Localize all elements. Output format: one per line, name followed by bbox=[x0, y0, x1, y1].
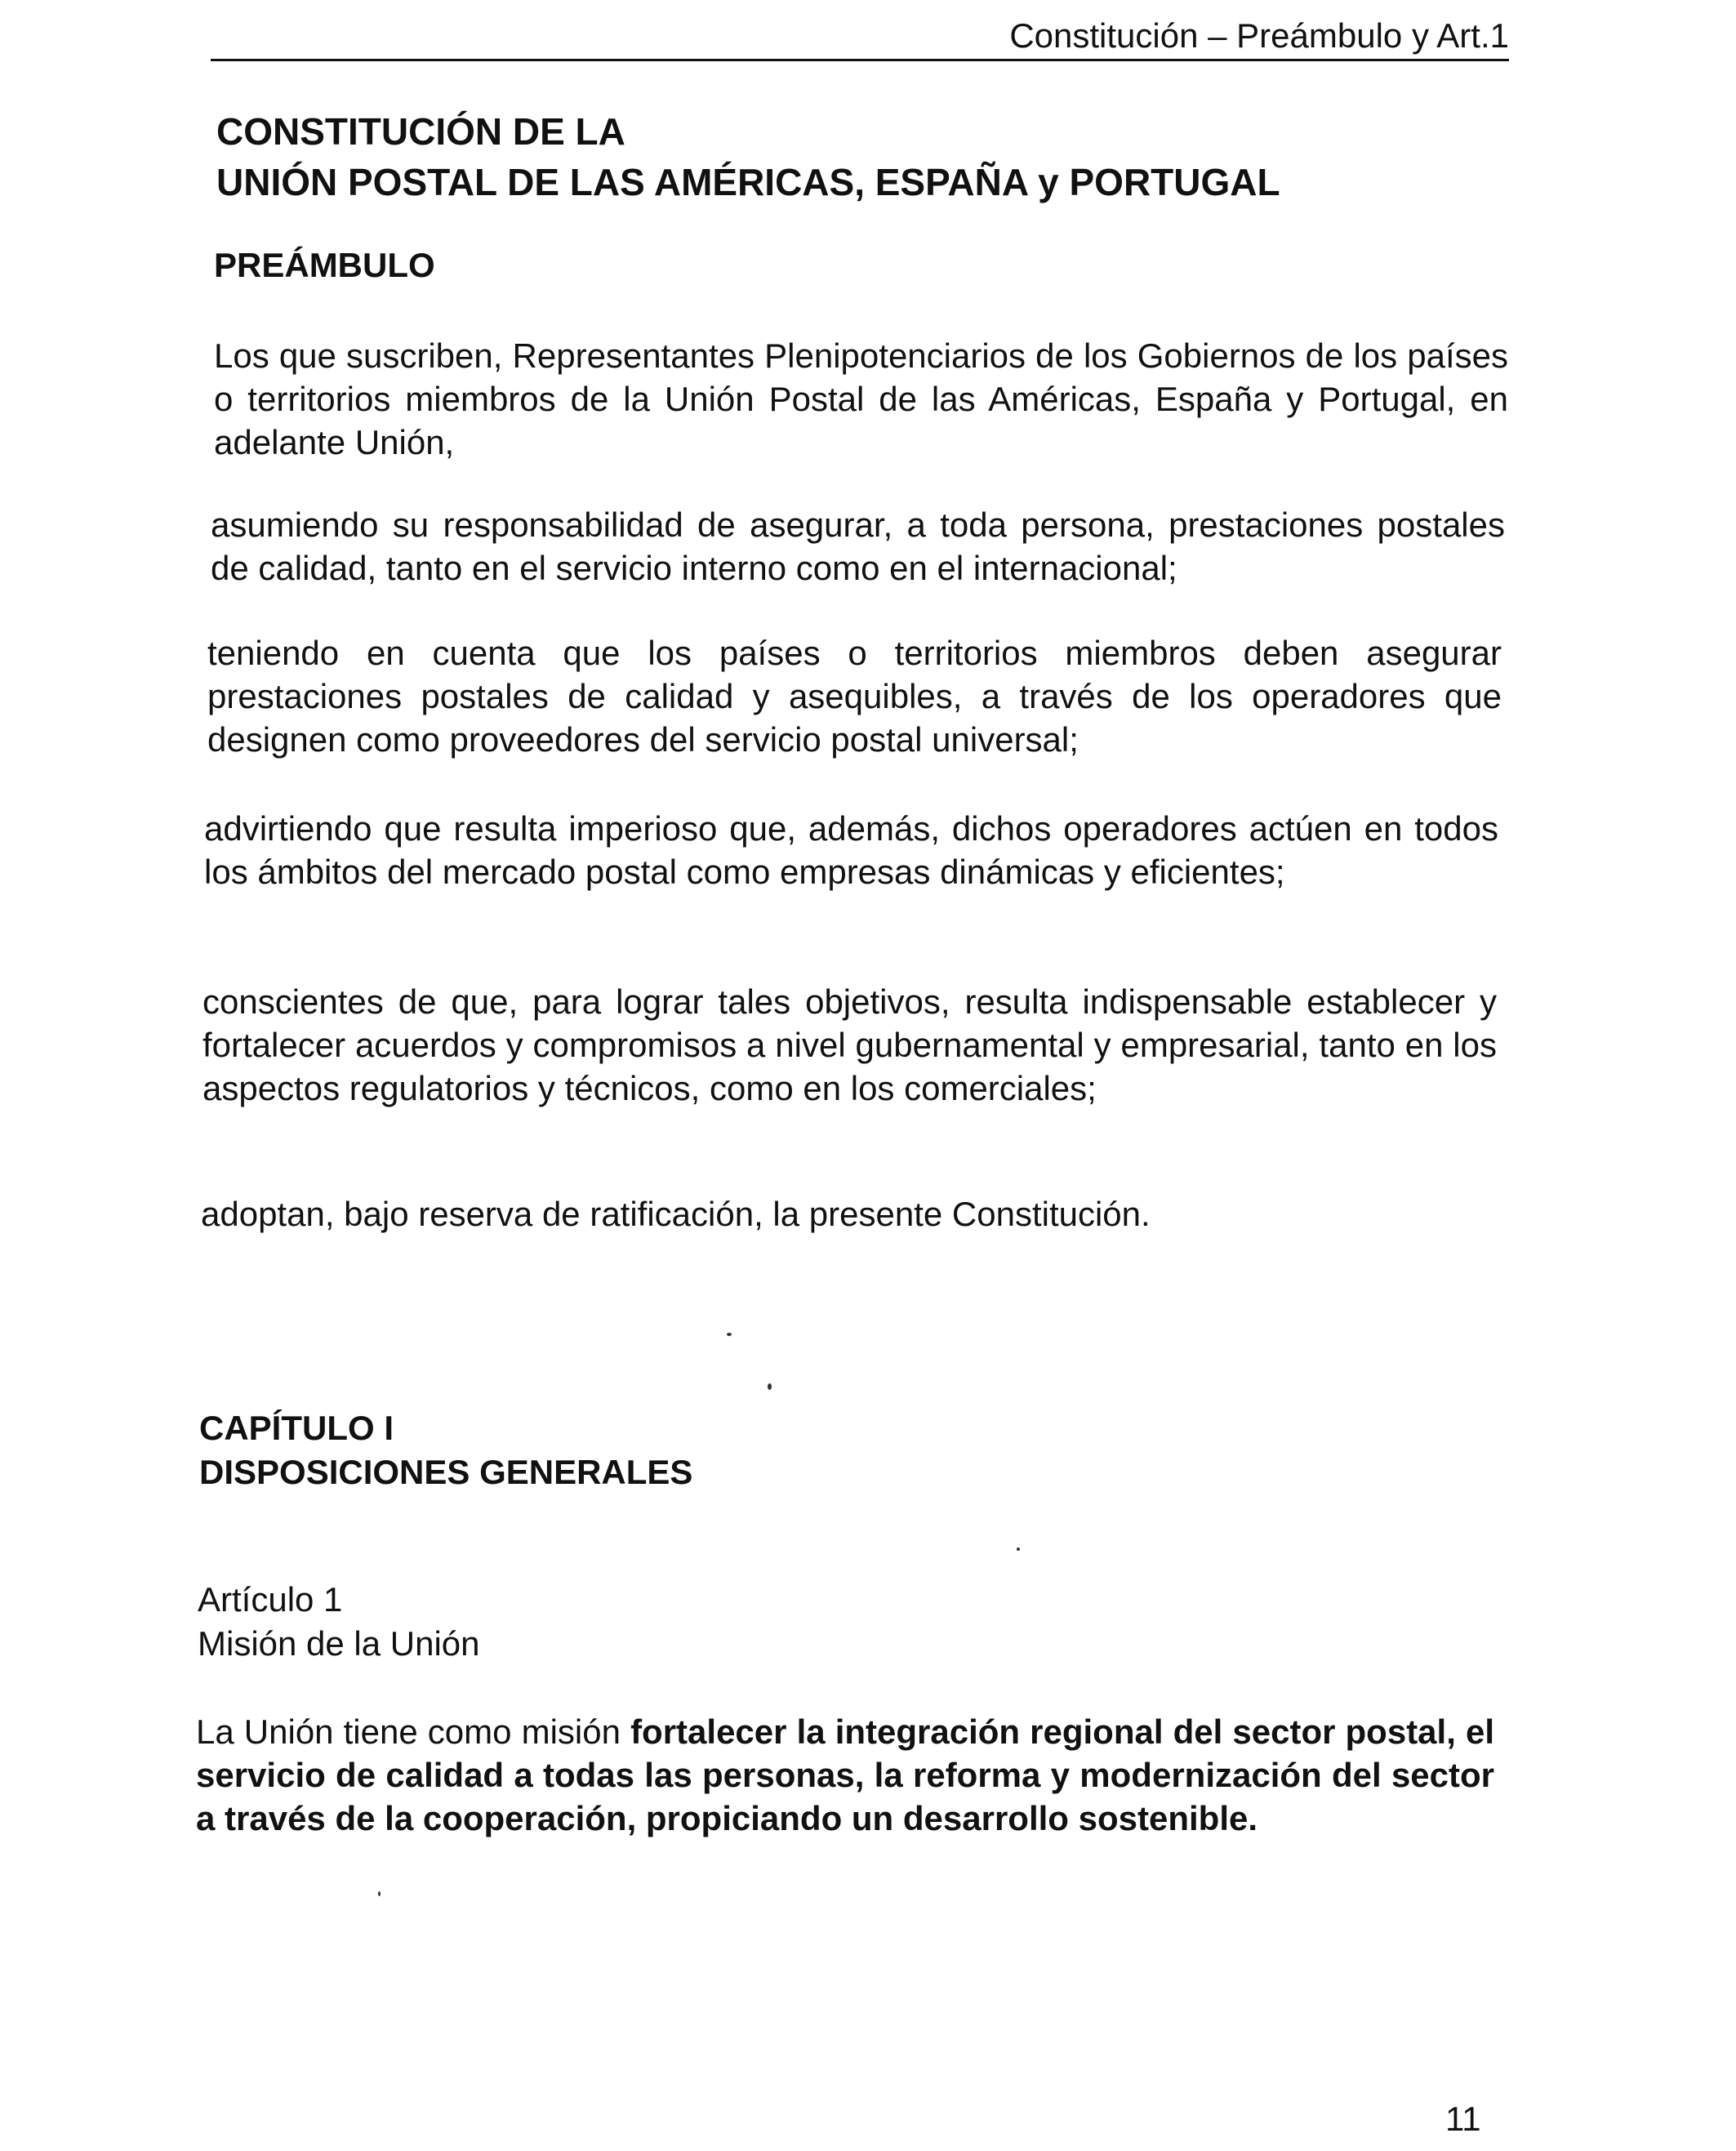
preamble-paragraph-2: asumiendo su responsabilidad de asegurar, a toda persona, prestaciones postales de calidad, tanto en el servicio interno como en el internacional; bbox=[211, 505, 1505, 587]
scan-speck bbox=[768, 1383, 772, 1390]
document-title bbox=[216, 106, 1280, 207]
scan-speck bbox=[1017, 1548, 1020, 1551]
scan-speck bbox=[727, 1333, 732, 1336]
chapter-number: CAPÍTULO I bbox=[199, 1409, 394, 1447]
preamble-paragraph-6: adoptan, bajo reserva de ratificación, la presente Constitución. bbox=[201, 1195, 1151, 1233]
title-line-1: CONSTITUCIÓN DE LA bbox=[216, 110, 625, 153]
preamble-paragraph-5: conscientes de que, para lograr tales objetivos, resulta indispensable establecer y fortalecer acuerdos y compromisos a nivel gubernamental y empresarial, tanto en los aspectos regulatorios y técnicos, como en los comerciales; bbox=[203, 982, 1497, 1107]
article-text-bold: fortalecer la integración regional del sector postal, el servicio de calidad a todas las personas, la reforma y modernización del sector a través de la cooperación, propiciando un desarrollo sostenible. bbox=[196, 1712, 1494, 1837]
article-heading bbox=[198, 1578, 480, 1666]
article-text bbox=[196, 1710, 1494, 1840]
preamble-heading-text: PREÁMBULO bbox=[214, 246, 435, 284]
preamble-heading bbox=[214, 243, 435, 287]
title-line-2: UNIÓN POSTAL DE LAS AMÉRICAS, ESPAÑA y PORTUGAL bbox=[216, 161, 1280, 203]
article-number: Artículo 1 bbox=[198, 1580, 343, 1619]
scan-speck bbox=[378, 1891, 381, 1896]
article-name: Misión de la Unión bbox=[198, 1624, 480, 1663]
preamble-paragraph-3: teniendo en cuenta que los países o territorios miembros deben asegurar prestaciones postales de calidad y asequibles, a través de los operadores que designen como proveedores del servicio postal universal; bbox=[207, 634, 1502, 759]
chapter-heading bbox=[199, 1406, 692, 1494]
page-number: 11 bbox=[1445, 2100, 1481, 2138]
article-text-intro: La Unión tiene como misión bbox=[196, 1712, 631, 1751]
running-header: Constitución – Preámbulo y Art.1 bbox=[211, 13, 1509, 61]
preamble-paragraph-1: Los que suscriben, Representantes Plenipotenciarios de los Gobiernos de los países o territorios miembros de la Unión Postal de las Américas, España y Portugal, en adelante Unión, bbox=[214, 336, 1508, 461]
chapter-name: DISPOSICIONES GENERALES bbox=[199, 1453, 693, 1491]
preamble-paragraph-4: advirtiendo que resulta imperioso que, además, dichos operadores actúen en todos los ámbitos del mercado postal como empresas dinámicas y eficientes; bbox=[204, 809, 1498, 891]
